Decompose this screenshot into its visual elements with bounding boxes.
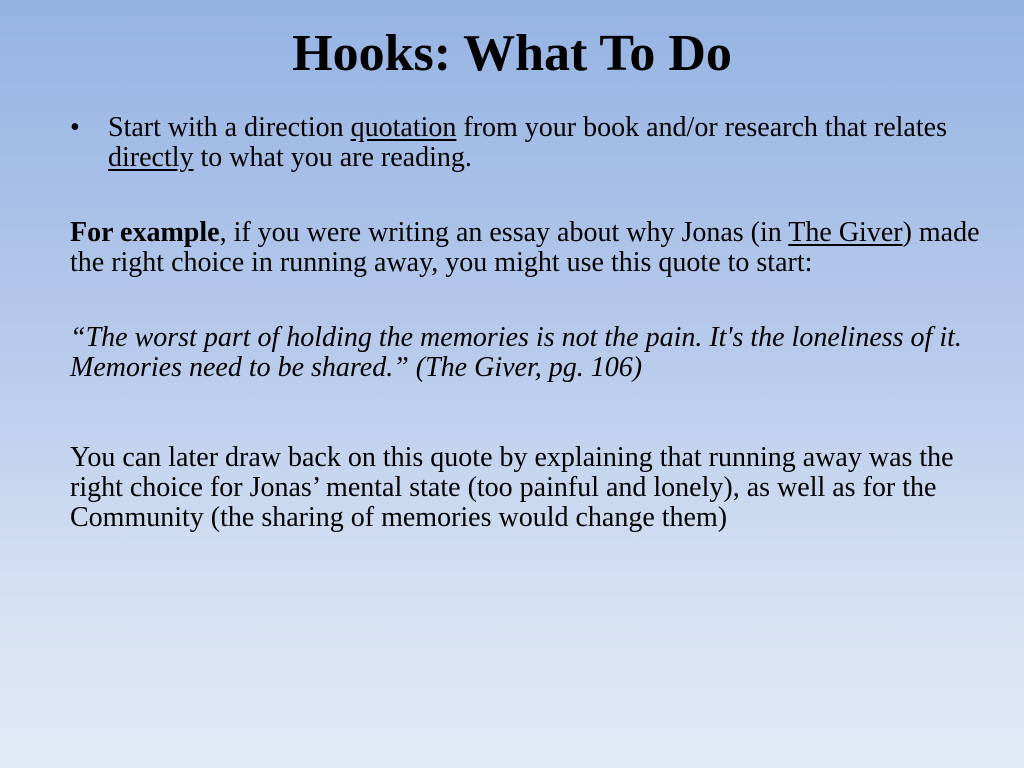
bullet-text bbox=[108, 113, 990, 173]
quote-paragraph: “The worst part of holding the memories is not the pain. It's the loneliness of it. Memories need to be shared.” (The Giver, pg. 106) bbox=[70, 322, 962, 383]
bullet-text-start: Start with a direction bbox=[108, 112, 351, 143]
example-paragraph bbox=[70, 218, 990, 278]
bullet-dot-icon: • bbox=[70, 112, 80, 143]
book-title-underlined: The Giver bbox=[788, 217, 903, 248]
example-bold-lead: For example bbox=[70, 217, 220, 248]
slide-title: Hooks: What To Do bbox=[292, 25, 732, 82]
followup-paragraph: You can later draw back on this quote by explaining that running away was the right choice for Jonas’ mental state (too painful and lonely), as well as for the Community (the sharing of memories would change them) bbox=[70, 442, 954, 533]
slide-body bbox=[70, 113, 990, 533]
underlined-quotation: quotation bbox=[350, 112, 457, 143]
bullet-item bbox=[70, 113, 990, 173]
example-text-1: , if you were writing an essay about why Jonas (in bbox=[219, 217, 789, 248]
bullet-text-end: to what you are reading. bbox=[193, 142, 472, 173]
bullet-text-middle: from your book and/or research that relates bbox=[456, 112, 947, 143]
underlined-directly: directly bbox=[108, 142, 194, 173]
example-text-2: ) made the right choice in running away, you might use this quote to start: bbox=[70, 217, 980, 278]
